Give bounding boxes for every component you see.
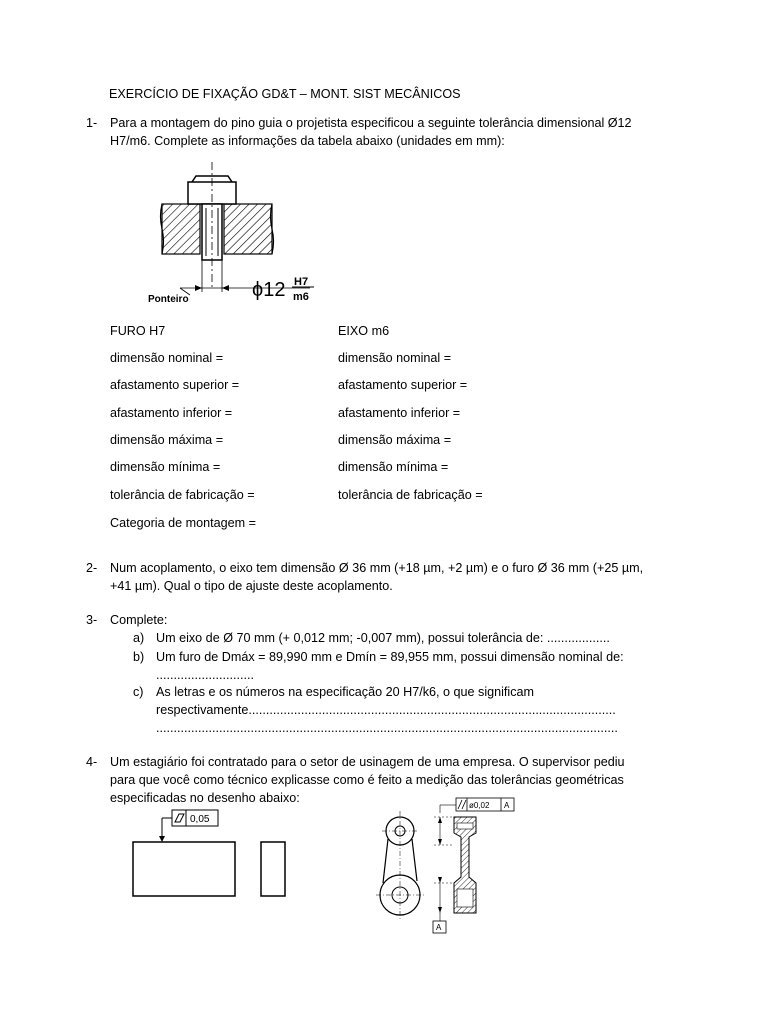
fit-hole-label: H7 [294, 276, 309, 288]
furo-row: dimensão nominal = [110, 351, 224, 365]
item-c-text-2: respectivamente......................................................................................................... [156, 703, 616, 717]
furo-row: tolerância de fabricação = [110, 488, 255, 502]
eixo-row: tolerância de fabricação = [338, 488, 483, 502]
question-4-number: 4- [86, 755, 98, 769]
table-header-furo: FURO H7 [110, 324, 166, 338]
item-a-letter: a) [133, 631, 145, 645]
furo-row: Categoria de montagem = [110, 516, 256, 530]
eixo-row: dimensão máxima = [338, 433, 452, 447]
item-c-letter: c) [133, 685, 144, 699]
item-a-text: Um eixo de Ø 70 mm (+ 0,012 mm; -0,007 mm), possui tolerância de: .................. [156, 631, 610, 645]
table-header-eixo: EIXO m6 [338, 324, 390, 338]
fit-shaft-label: m6 [293, 291, 309, 303]
question-1-line-2: H7/m6. Complete as informações da tabela abaixo (unidades em mm): [110, 134, 505, 148]
item-b-letter: b) [133, 650, 145, 664]
pin-fit-figure [140, 160, 340, 313]
furo-row: dimensão mínima = [110, 460, 221, 474]
item-c-text-3: .................................................................................................................................... [156, 721, 618, 735]
question-4-line-3: especificadas no desenho abaixo: [110, 791, 300, 805]
item-b-text-1: Um furo de Dmáx = 89,990 mm e Dmín = 89,955 mm, possui dimensão nominal de: [156, 650, 624, 664]
furo-row: dimensão máxima = [110, 433, 224, 447]
question-2-line-1: Num acoplamento, o eixo tem dimensão Ø 36 mm (+18 µm, +2 µm) e o furo Ø 36 mm (+25 µm, [110, 561, 644, 575]
question-4-line-1: Um estagiário foi contratado para o setor de usinagem de uma empresa. O supervisor pediu [110, 755, 625, 769]
connecting-rod-figure [370, 795, 520, 943]
question-1-number: 1- [86, 116, 98, 130]
question-2-number: 2- [86, 561, 98, 575]
question-4-line-2: para que você como técnico explicasse como é feito a medição das tolerâncias geométricas [110, 773, 624, 787]
question-3-number: 3- [86, 613, 98, 627]
document-title: EXERCÍCIO DE FIXAÇÃO GD&T – MONT. SIST MECÂNICOS [109, 87, 461, 101]
eixo-row: dimensão mínima = [338, 460, 449, 474]
furo-row: afastamento inferior = [110, 406, 233, 420]
datum-a-label: A [436, 923, 442, 932]
question-3-intro: Complete: [110, 613, 168, 627]
eixo-row: afastamento superior = [338, 378, 468, 392]
eixo-row: dimensão nominal = [338, 351, 452, 365]
parallelism-tolerance: ø0,02 [469, 801, 490, 810]
eixo-row: afastamento inferior = [338, 406, 461, 420]
dimension-symbol: ϕ12 [252, 279, 286, 301]
flatness-figure [128, 805, 298, 903]
ponteiro-label: Ponteiro [148, 294, 189, 305]
item-b-text-2: ............................ [156, 668, 254, 682]
item-c-text-1: As letras e os números na especificação 20 H7/k6, o que significam [156, 685, 535, 699]
question-1-line-1: Para a montagem do pino guia o projetista especificou a seguinte tolerância dimensional Ø12 [110, 116, 632, 130]
furo-row: afastamento superior = [110, 378, 240, 392]
question-2-line-2: +41 µm). Qual o tipo de ajuste deste acoplamento. [110, 579, 393, 593]
datum-reference: A [504, 801, 510, 810]
flatness-tolerance: 0,05 [190, 814, 210, 825]
